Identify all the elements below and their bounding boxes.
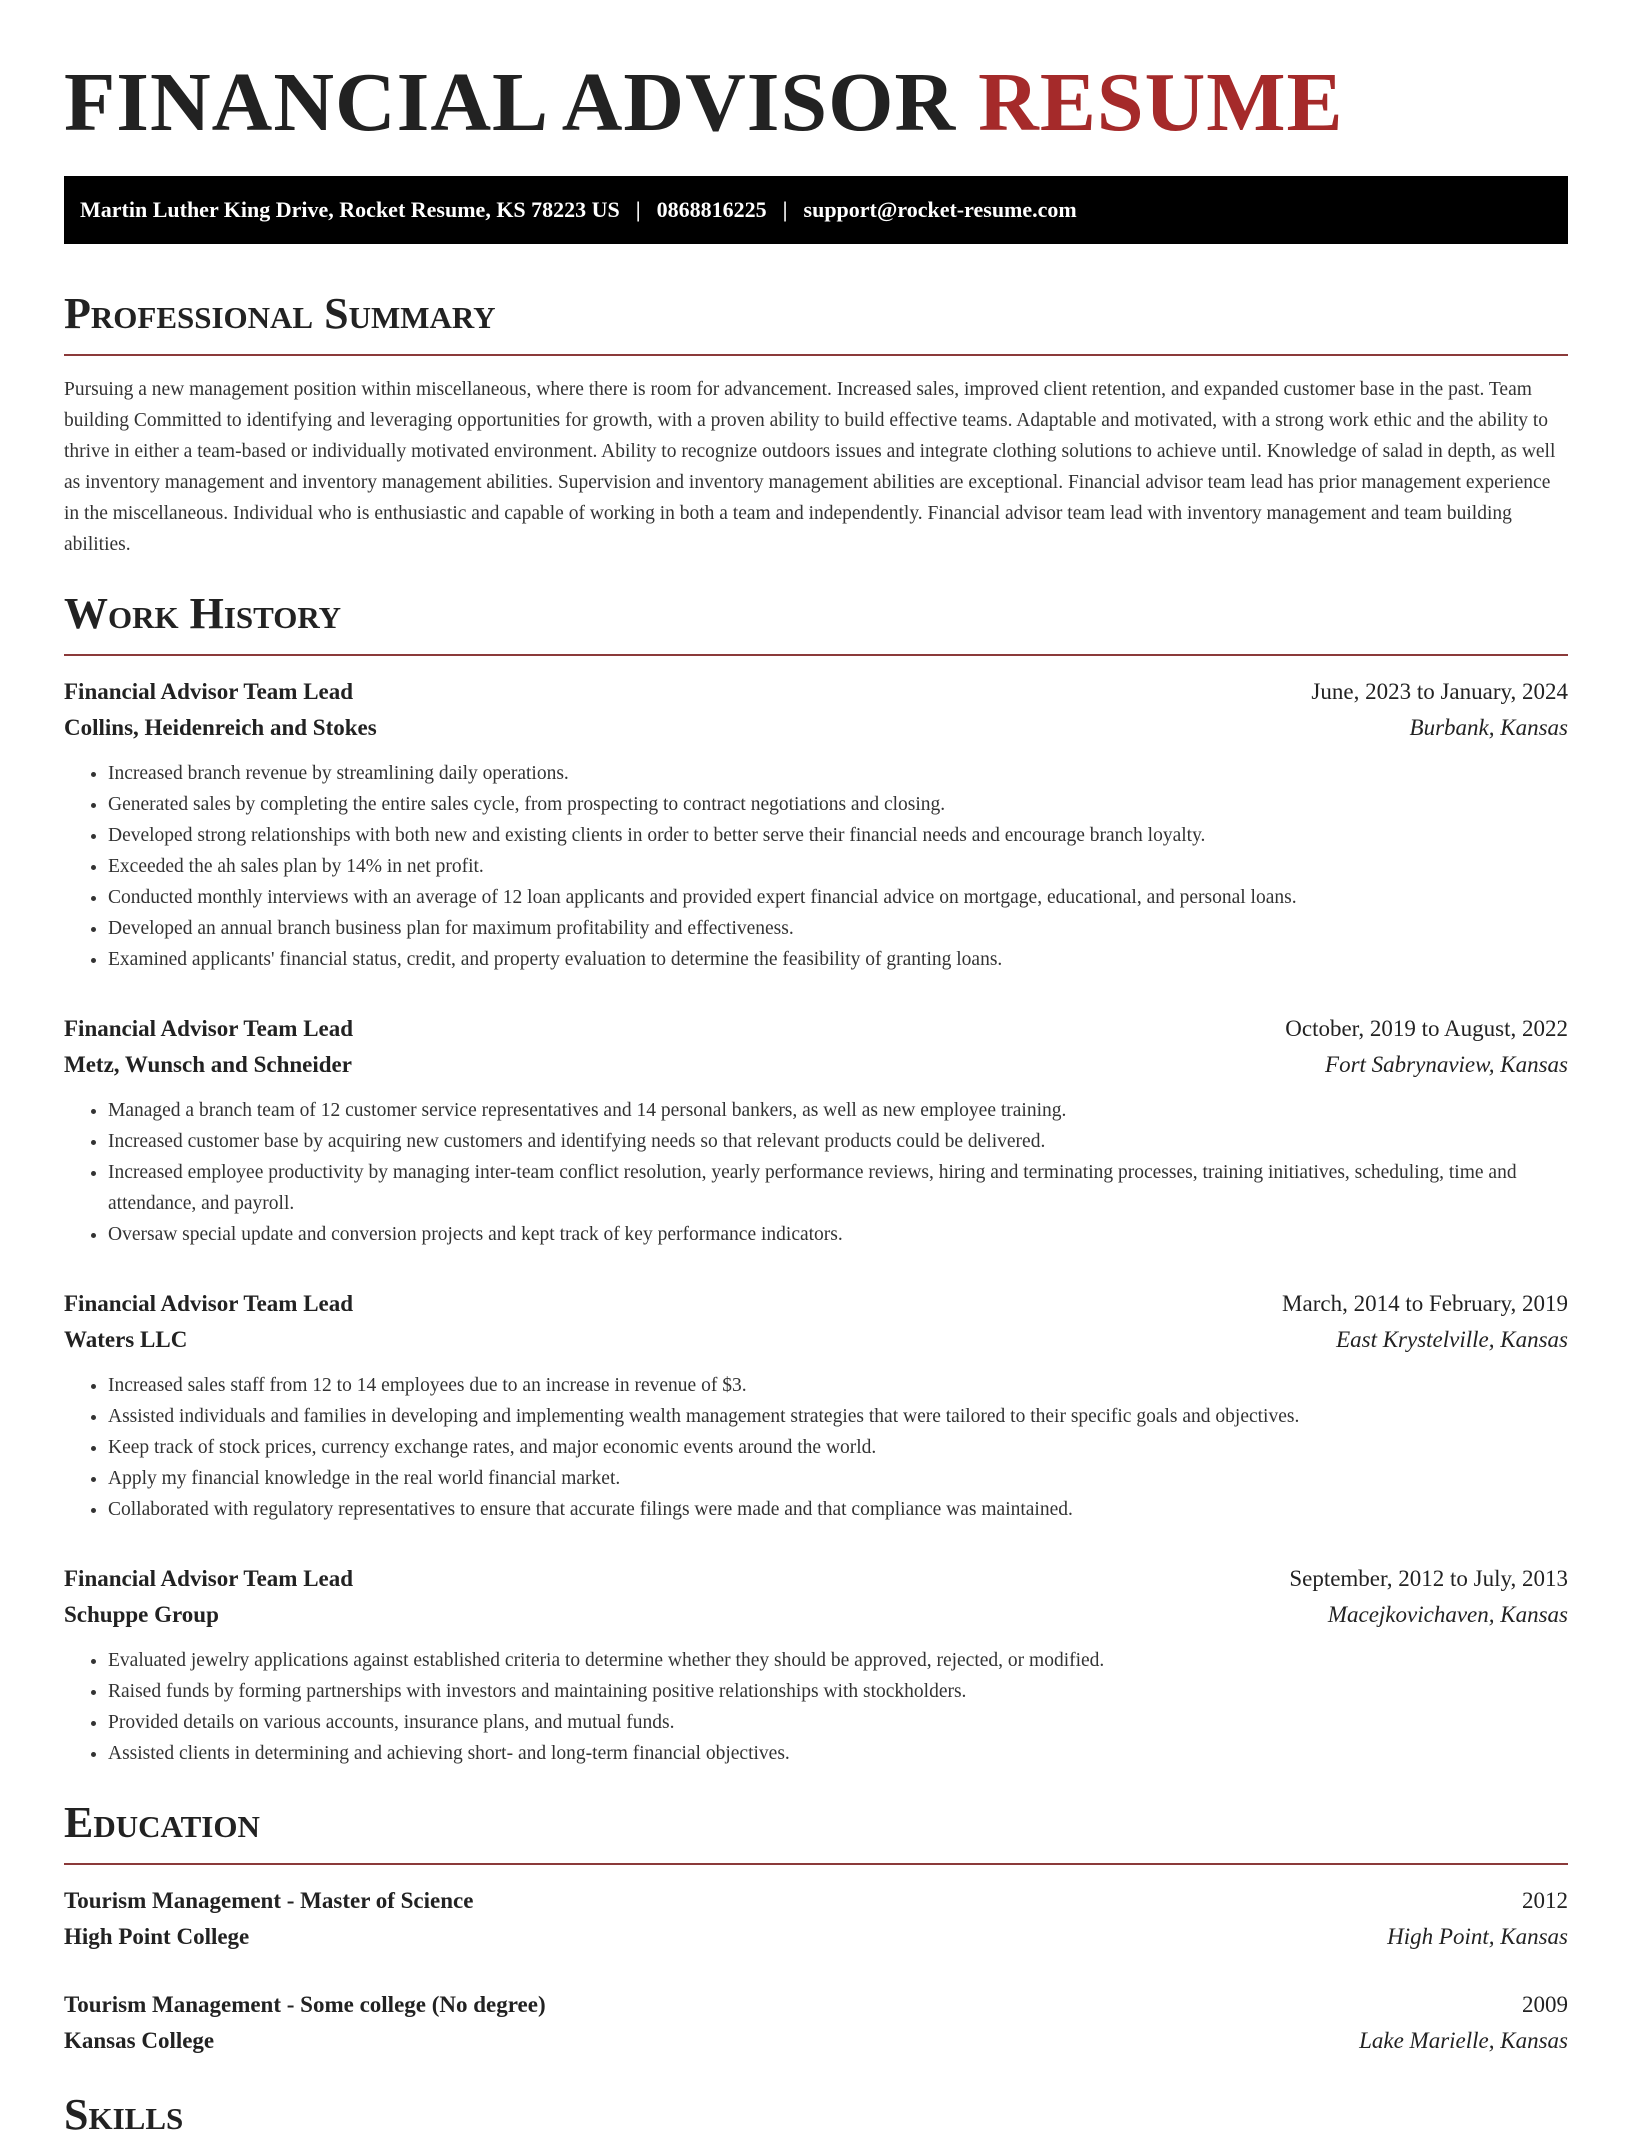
education-school-row [64,1919,1568,1955]
contact-email: support@rocket-resume.com [803,197,1077,222]
education-year: 2012 [1522,1888,1568,1913]
job-title: Financial Advisor Team Lead [64,1016,354,1041]
job-bullet: • Keep track of stock prices, currency exchange rates, and major economic events around the world. [108,1432,1568,1463]
job-company-row [64,1322,1568,1358]
job-bullet: • Oversaw special update and conversion projects and kept track of key performance indicators. [108,1219,1568,1250]
contact-phone: 0868816225 [656,197,767,222]
summary-section [64,288,1568,560]
job-bullet: • Conducted monthly interviews with an average of 12 loan applicants and provided expert financial advice on mortgage, educational, and personal loans. [108,882,1568,913]
education-location: High Point, Kansas [1387,1924,1568,1949]
job-bullet: • Generated sales by completing the entire sales cycle, from prospecting to contract negotiations and closing. [108,789,1568,820]
skills-section [64,2089,1568,2155]
education-entry [64,1987,1568,2059]
job-dates: March, 2014 to February, 2019 [1282,1291,1568,1316]
job-title: Financial Advisor Team Lead [64,1291,354,1316]
job-bullets [64,758,1568,975]
job-company: Schuppe Group [64,1602,219,1627]
job-header-row [64,1011,1568,1047]
job-location: Burbank, Kansas [1409,715,1568,740]
contact-separator: | [635,197,641,222]
summary-heading: Professional Summary [64,288,1568,356]
job-bullet: • Increased customer base by acquiring new customers and identifying needs so that relevant products could be delivered. [108,1126,1568,1157]
job-bullet: • Managed a branch team of 12 customer service representatives and 14 personal bankers, as well as new employee training. [108,1095,1568,1126]
education-degree: Tourism Management - Some college (No degree) [64,1992,546,2017]
job-title: Financial Advisor Team Lead [64,1566,354,1591]
education-degree: Tourism Management - Master of Science [64,1888,474,1913]
title-accent: RESUME [978,56,1344,149]
job-dates: October, 2019 to August, 2022 [1285,1016,1568,1041]
job-bullet: • Raised funds by forming partnerships with investors and maintaining positive relationships with stockholders. [108,1676,1568,1707]
job-header-row [64,674,1568,710]
job-company-row [64,1047,1568,1083]
summary-text: Pursuing a new management position within miscellaneous, where there is room for advancement. Increased sales, improved client retention, and expanded customer base in the past. Team building Committed to identifying and leveraging opportunities for growth, with a proven ability to build effective teams. Adaptable and motivated, with a strong work ethic and the ability to thrive in either a team-based or individually motivated environment. Ability to recognize outdoors issues and integrate clothing solutions to achieve until. Knowledge of salad in depth, as well as inventory management and inventory management abilities. Supervision and inventory management abilities are exceptional. Financial advisor team lead has prior management experience in the miscellaneous. Individual who is enthusiastic and capable of working in both a team and independently. Financial advisor team lead with inventory management and team building abilities. [64,379,1556,555]
job-dates: September, 2012 to July, 2013 [1289,1566,1568,1591]
job-title: Financial Advisor Team Lead [64,679,354,704]
job-bullet: • Provided details on various accounts, insurance plans, and mutual funds. [108,1707,1568,1738]
job-bullet: • Increased employee productivity by managing inter-team conflict resolution, yearly performance reviews, hiring and terminating processes, training initiatives, scheduling, time and attendance, and payroll. [108,1157,1568,1219]
job-bullet: • Examined applicants' financial status, credit, and property evaluation to determine the feasibility of granting loans. [108,944,1568,975]
job-bullet: • Assisted individuals and families in developing and implementing wealth management strategies that were tailored to their specific goals and objectives. [108,1401,1568,1432]
job-header-row [64,1286,1568,1322]
job-bullet: • Assisted clients in determining and achieving short- and long-term financial objectives. [108,1738,1568,1769]
job-bullet: • Apply my financial knowledge in the real world financial market. [108,1463,1568,1494]
contact-bar [64,176,1568,244]
title-main: FINANCIAL ADVISOR [64,56,957,149]
job-location: Macejkovichaven, Kansas [1327,1602,1568,1627]
job-bullet: • Collaborated with regulatory representatives to ensure that accurate filings were made and that compliance was maintained. [108,1494,1568,1525]
job-bullet: • Exceeded the ah sales plan by 14% in net profit. [108,851,1568,882]
job-company: Waters LLC [64,1327,188,1352]
education-school-row [64,2023,1568,2059]
job-entry [64,1286,1568,1525]
job-company-row [64,710,1568,746]
job-bullets [64,1370,1568,1525]
education-header-row [64,1987,1568,2023]
job-bullet: • Evaluated jewelry applications against established criteria to determine whether they should be approved, rejected, or modified. [108,1645,1568,1676]
job-company: Collins, Heidenreich and Stokes [64,715,377,740]
education-school: Kansas College [64,2028,215,2053]
contact-separator: | [782,197,788,222]
job-entry [64,1561,1568,1769]
job-location: East Krystelville, Kansas [1336,1327,1568,1352]
job-bullet: • Developed strong relationships with both new and existing clients in order to better serve their financial needs and encourage branch loyalty. [108,820,1568,851]
job-bullet: • Increased sales staff from 12 to 14 employees due to an increase in revenue of $3. [108,1370,1568,1401]
job-dates: June, 2023 to January, 2024 [1311,679,1568,704]
job-bullet: • Increased branch revenue by streamlining daily operations. [108,758,1568,789]
education-heading: Education [64,1797,1568,1865]
work-history-section [64,588,1568,1769]
contact-address: Martin Luther King Drive, Rocket Resume, KS 78223 US [80,197,620,222]
job-entry [64,1011,1568,1250]
education-school: High Point College [64,1924,250,1949]
work-history-heading: Work History [64,588,1568,656]
job-company-row [64,1597,1568,1633]
job-bullets [64,1095,1568,1250]
job-company: Metz, Wunsch and Schneider [64,1052,352,1077]
job-bullet: • Developed an annual branch business plan for maximum profitability and effectiveness. [108,913,1568,944]
job-location: Fort Sabrynaview, Kansas [1325,1052,1568,1077]
job-entry [64,674,1568,975]
education-year: 2009 [1522,1992,1568,2017]
job-header-row [64,1561,1568,1597]
skills-heading: Skills [64,2090,184,2139]
education-header-row [64,1883,1568,1919]
resume-title [64,58,1568,148]
education-entry [64,1883,1568,1955]
job-bullets [64,1645,1568,1769]
education-location: Lake Marielle, Kansas [1359,2028,1568,2053]
education-section [64,1797,1568,2059]
